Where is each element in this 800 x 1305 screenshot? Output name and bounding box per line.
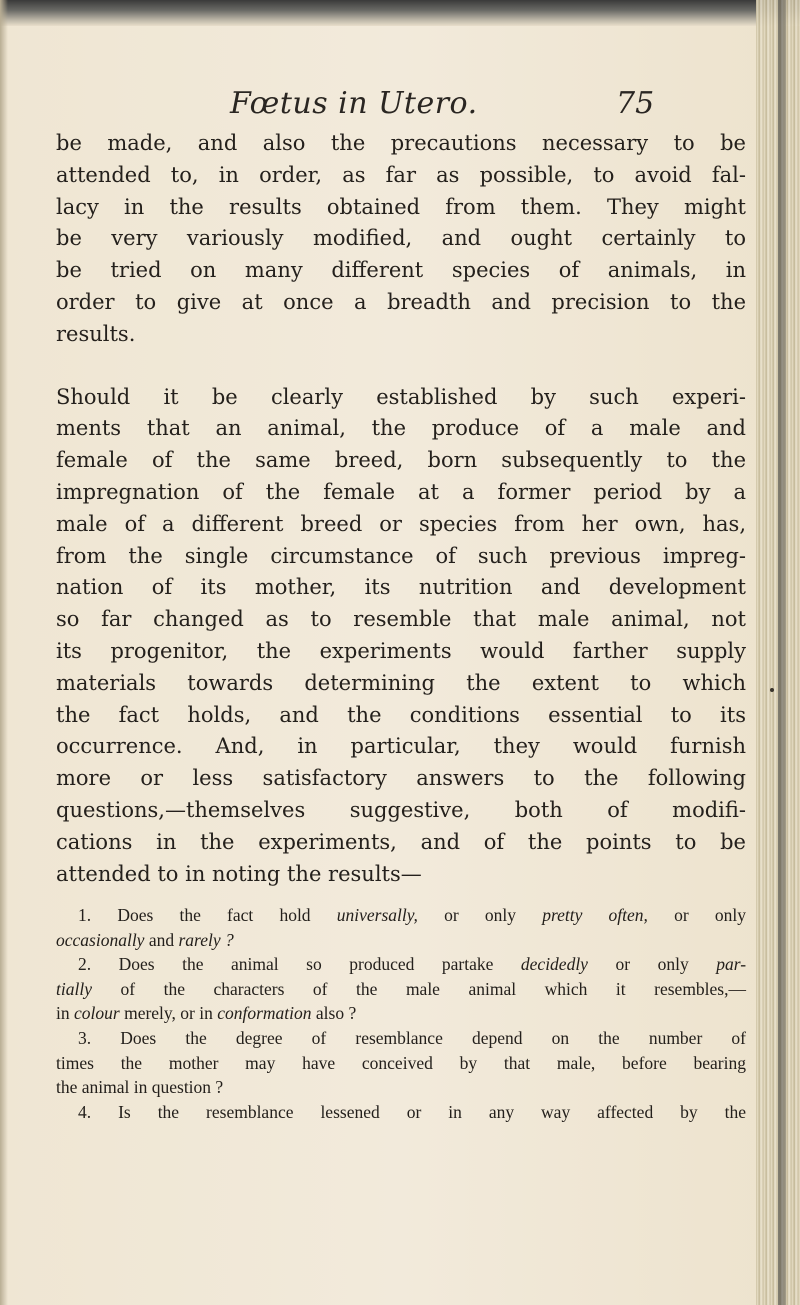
text-line: be made, and also the precautions necessary to be bbox=[56, 131, 746, 155]
text-line: attended to in noting the results— bbox=[56, 861, 422, 886]
italic-run: universally, bbox=[336, 905, 418, 925]
text-line: occurrence. And, in particular, they would furnish bbox=[56, 734, 746, 759]
question-1-line-1 bbox=[56, 903, 746, 928]
question-4-line-1: 4. Is the resemblance lessened or in any way affected by the bbox=[78, 1101, 746, 1122]
question-2-line-2 bbox=[56, 977, 746, 1002]
question-list bbox=[56, 903, 746, 1124]
main-text bbox=[56, 128, 746, 890]
italic-run: decidedly bbox=[520, 954, 588, 975]
text-line: results. bbox=[56, 321, 136, 346]
text-line: from the single circumstance of such previous impreg- bbox=[56, 543, 746, 568]
text-run: of the characters of the male animal which it resembles,— bbox=[120, 978, 746, 999]
italic-run: par- bbox=[716, 954, 747, 975]
question-2-line-1 bbox=[56, 952, 746, 977]
page-top-shadow bbox=[0, 0, 800, 26]
text-run: or only bbox=[444, 905, 516, 925]
text-run: 1. Does the fact hold bbox=[78, 905, 311, 925]
text-line: so far changed as to resemble that male animal, not bbox=[56, 607, 746, 632]
text-run: 2. Does the animal so produced partake bbox=[78, 954, 494, 975]
question-3-line-1: 3. Does the degree of resemblance depend on the number of bbox=[78, 1027, 746, 1048]
italic-run: pretty often, bbox=[542, 905, 648, 925]
italic-run: occasionally bbox=[56, 929, 145, 950]
text-run: also ? bbox=[315, 1003, 357, 1024]
question-2-line-3 bbox=[56, 1001, 746, 1026]
question-3-line-2: times the mother may have conceived by that male, before bearing bbox=[56, 1052, 746, 1073]
text-line: lacy in the results obtained from them. They might bbox=[56, 194, 746, 219]
text-line: cations in the experiments, and of the points to be bbox=[56, 829, 746, 854]
text-line: be very variously modified, and ought certainly to bbox=[56, 226, 746, 251]
page-number: 75 bbox=[616, 86, 655, 121]
text-line: questions,—themselves suggestive, both of modifi- bbox=[56, 797, 746, 822]
print-speck bbox=[770, 688, 774, 692]
text-line: materials towards determining the extent to which bbox=[56, 670, 746, 695]
paragraph-gap bbox=[56, 351, 746, 382]
question-1-line-2 bbox=[56, 928, 746, 953]
italic-run: tially bbox=[56, 978, 92, 999]
text-line: Should it be clearly established by such experi- bbox=[56, 384, 746, 409]
text-line: more or less satisfactory answers to the following bbox=[56, 766, 746, 791]
text-run: or only bbox=[615, 954, 689, 975]
text-line: impregnation of the female at a former period by a bbox=[56, 479, 746, 504]
text-run: or only bbox=[674, 905, 746, 925]
italic-run: colour bbox=[74, 1003, 120, 1024]
text-run: and bbox=[148, 929, 175, 950]
italic-run: rarely ? bbox=[178, 929, 234, 950]
page-left-edge bbox=[0, 0, 8, 1305]
italic-run: conformation bbox=[217, 1003, 312, 1024]
text-line: male of a different breed or species from her own, has, bbox=[56, 511, 746, 536]
text-line: female of the same breed, born subsequently to the bbox=[56, 448, 746, 473]
text-line: the fact holds, and the conditions essential to its bbox=[56, 702, 746, 727]
paragraph-1 bbox=[56, 128, 746, 351]
text-line: its progenitor, the experiments would farther supply bbox=[56, 638, 746, 663]
text-line: attended to, in order, as far as possible, to avoid fal- bbox=[56, 162, 746, 187]
text-run: merely, or in bbox=[124, 1003, 213, 1024]
question-3-line-3: the animal in question ? bbox=[56, 1077, 224, 1098]
text-line: ments that an animal, the produce of a male and bbox=[56, 416, 746, 441]
paragraph-2 bbox=[56, 382, 746, 891]
text-line: nation of its mother, its nutrition and development bbox=[56, 575, 746, 600]
running-title: Fœtus in Utero. bbox=[230, 86, 478, 121]
text-line: be tried on many different species of animals, in bbox=[56, 258, 746, 283]
text-line: order to give at once a breadth and precision to the bbox=[56, 289, 746, 314]
book-binding-shadow bbox=[778, 0, 786, 1305]
text-run: in bbox=[56, 1003, 70, 1024]
running-head bbox=[0, 86, 800, 130]
